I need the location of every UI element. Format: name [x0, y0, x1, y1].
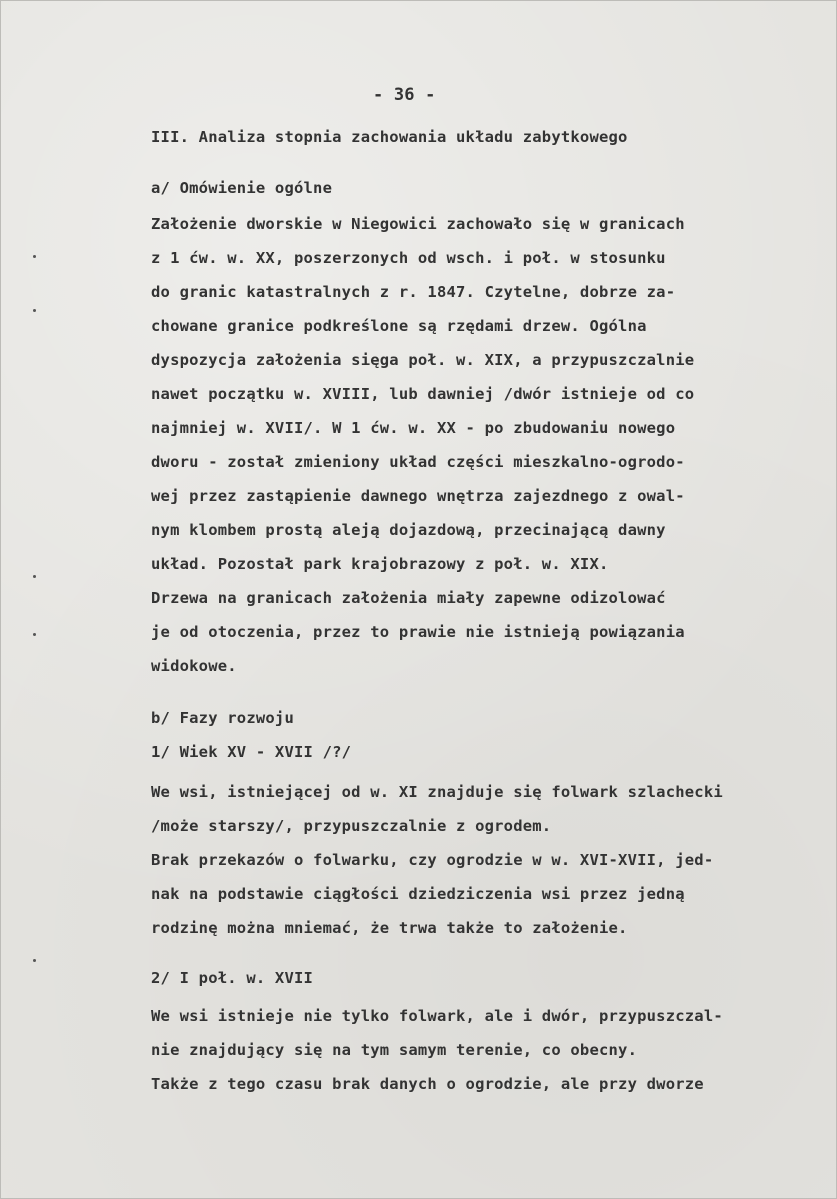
text-line: Brak przekazów o folwarku, czy ogrodzie w w. XVI-XVII, jed-: [151, 851, 714, 869]
margin-dot: [33, 255, 36, 258]
text-line: /może starszy/, przypuszczalnie z ogrodem.: [151, 817, 552, 835]
margin-dot: [33, 309, 36, 312]
text-line: je od otoczenia, przez to prawie nie istnieją powiązania: [151, 623, 685, 641]
text-line: We wsi, istniejącej od w. XI znajduje się folwark szlachecki: [151, 783, 723, 801]
text-line: Także z tego czasu brak danych o ogrodzie, ale przy dworze: [151, 1075, 704, 1093]
text-line: do granic katastralnych z r. 1847. Czytelne, dobrze za-: [151, 283, 676, 301]
page-number: - 36 -: [373, 85, 436, 105]
phase1-heading: 1/ Wiek XV - XVII /?/: [151, 743, 352, 761]
text-line: chowane granice podkreślone są rzędami drzew. Ogólna: [151, 317, 647, 335]
text-line: najmniej w. XVII/. W 1 ćw. w. XX - po zbudowaniu nowego: [151, 419, 676, 437]
text-line: dyspozycja założenia sięga poł. w. XIX, a przypuszczalnie: [151, 351, 695, 369]
text-line: z 1 ćw. w. XX, poszerzonych od wsch. i poł. w stosunku: [151, 249, 666, 267]
text-line: nawet początku w. XVIII, lub dawniej /dwór istnieje od co: [151, 385, 695, 403]
text-line: nym klombem prostą aleją dojazdową, przecinającą dawny: [151, 521, 666, 539]
section-title: III. Analiza stopnia zachowania układu zabytkowego: [151, 128, 628, 146]
subsection-a-heading: a/ Omówienie ogólne: [151, 179, 333, 197]
text-line: Drzewa na granicach założenia miały zapewne odizolować: [151, 589, 666, 607]
phase2-heading: 2/ I poł. w. XVII: [151, 969, 314, 987]
text-line: We wsi istnieje nie tylko folwark, ale i dwór, przypuszczal-: [151, 1007, 723, 1025]
text-line: rodzinę można mniemać, że trwa także to założenie.: [151, 919, 628, 937]
text-line: nie znajdujący się na tym samym terenie, co obecny.: [151, 1041, 638, 1059]
margin-dot: [33, 959, 36, 962]
text-line: widokowe.: [151, 657, 237, 675]
text-line: wej przez zastąpienie dawnego wnętrza zajezdnego z owal-: [151, 487, 685, 505]
text-line: nak na podstawie ciągłości dziedziczenia wsi przez jedną: [151, 885, 685, 903]
margin-dot: [33, 633, 36, 636]
text-line: układ. Pozostał park krajobrazowy z poł. w. XIX.: [151, 555, 609, 573]
text-line: Założenie dworskie w Niegowici zachowało się w granicach: [151, 215, 685, 233]
text-line: dworu - został zmieniony układ części mieszkalno-ogrodo-: [151, 453, 685, 471]
margin-dot: [33, 575, 36, 578]
subsection-b-heading: b/ Fazy rozwoju: [151, 709, 294, 727]
